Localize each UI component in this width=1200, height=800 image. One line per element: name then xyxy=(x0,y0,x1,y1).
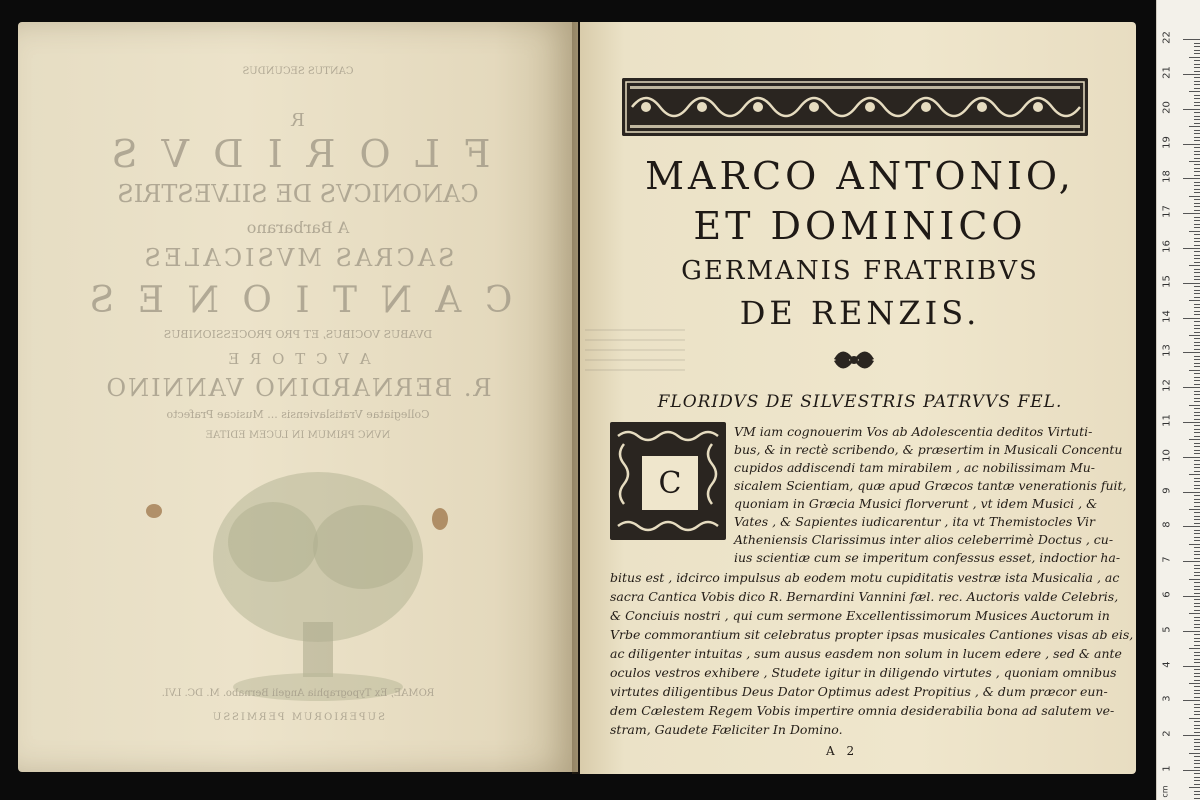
ruler-tick xyxy=(1183,109,1200,110)
ruler-number: 15 xyxy=(1161,274,1173,288)
drop-cap-letter: C xyxy=(640,454,700,512)
ruler-tick xyxy=(1194,314,1200,315)
ruler-tick xyxy=(1194,686,1200,687)
ruler-tick xyxy=(1194,175,1200,176)
bleed-line: ROMAE, Ex Typographia Angeli Bernabo. M. DC. LVI. xyxy=(161,688,435,699)
ruler-tick xyxy=(1194,140,1200,141)
bleed-line: R xyxy=(291,110,305,131)
ruler-tick xyxy=(1189,509,1200,510)
ruler-number: 13 xyxy=(1161,344,1173,358)
ruler-tick xyxy=(1194,401,1200,402)
fleuron-ornament xyxy=(830,344,878,374)
ruler-tick xyxy=(1194,151,1200,152)
ruler-tick xyxy=(1194,432,1200,433)
ruler-tick xyxy=(1194,645,1200,646)
ruler-tick xyxy=(1194,530,1200,531)
ruler-tick xyxy=(1194,450,1200,451)
ruler-tick xyxy=(1194,53,1200,54)
ruler-number: 1 xyxy=(1161,765,1173,772)
dedication-line-1: MARCO ANTONIO, xyxy=(645,154,1075,198)
ruler-tick xyxy=(1194,606,1200,607)
ruler-tick xyxy=(1194,77,1200,78)
ruler-tick xyxy=(1194,95,1200,96)
ruler-tick xyxy=(1194,760,1200,761)
ruler-number: 2 xyxy=(1161,730,1173,737)
ruler-tick xyxy=(1194,453,1200,454)
ruler-tick xyxy=(1194,147,1200,148)
ruler-tick xyxy=(1194,697,1200,698)
ruler-tick xyxy=(1194,519,1200,520)
ruler-tick xyxy=(1194,634,1200,635)
ruler-tick xyxy=(1189,91,1200,92)
ruler-tick xyxy=(1194,234,1200,235)
ruler-tick xyxy=(1183,596,1200,597)
ruler-tick xyxy=(1194,116,1200,117)
ruler-tick xyxy=(1189,544,1200,545)
ruler-tick xyxy=(1194,220,1200,221)
ruler-tick xyxy=(1194,669,1200,670)
ruler-tick xyxy=(1194,199,1200,200)
body-line: bitus est , idcirco impulsus ab eodem motu cupiditatis vestræ ista Musicalia , ac xyxy=(610,570,1120,585)
ruler-tick xyxy=(1194,624,1200,625)
bleed-line: CANONICVS DE SILVESTRIS xyxy=(117,180,479,208)
ruler-tick xyxy=(1194,419,1200,420)
ruler-tick xyxy=(1194,123,1200,124)
ruler-tick xyxy=(1194,251,1200,252)
ruler-tick xyxy=(1194,241,1200,242)
ruler-tick xyxy=(1194,485,1200,486)
ruler-tick xyxy=(1189,718,1200,719)
ruler-tick xyxy=(1194,398,1200,399)
ruler-tick xyxy=(1194,290,1200,291)
signature-mark: A 2 xyxy=(826,744,859,758)
ruler-tick xyxy=(1194,537,1200,538)
ruler-number: 8 xyxy=(1161,521,1173,529)
ruler-tick xyxy=(1194,363,1200,364)
bleed-line: CANTUS SECUNDUS xyxy=(242,66,354,77)
ruler-tick xyxy=(1194,495,1200,496)
ruler-tick xyxy=(1194,46,1200,47)
ruler-tick xyxy=(1189,439,1200,440)
body-line: sicalem Scientiam, quæ apud Græcos tantæ venerationis fuit, xyxy=(734,478,1127,493)
ruler-number: 10 xyxy=(1161,448,1173,462)
body-line: dem Cælestem Regem Vobis impertire omnia desiderabilia bona ad salutem ve- xyxy=(610,703,1115,718)
ruler-tick xyxy=(1194,245,1200,246)
ruler-tick xyxy=(1194,269,1200,270)
ruler-tick xyxy=(1194,749,1200,750)
ruler-tick xyxy=(1194,464,1200,465)
ruler-tick xyxy=(1194,71,1200,72)
ruler-tick xyxy=(1194,676,1200,677)
ink-stain xyxy=(146,504,162,518)
ruler-tick xyxy=(1194,321,1200,322)
ruler-tick xyxy=(1194,297,1200,298)
bleed-line: A V C T O R E xyxy=(225,350,371,368)
ruler-tick xyxy=(1194,359,1200,360)
ruler-number: 4 xyxy=(1161,660,1173,668)
ruler-tick xyxy=(1194,551,1200,552)
ruler-tick xyxy=(1194,238,1200,239)
ruler-tick xyxy=(1194,767,1200,768)
ruler-tick xyxy=(1189,126,1200,127)
ruler-tick xyxy=(1194,415,1200,416)
ruler-tick xyxy=(1189,300,1200,301)
body-line: Vrbe commorantium sit celebratus propter ipsas musicales Cantiones visas ab eis, xyxy=(610,627,1134,642)
ruler-tick xyxy=(1194,67,1200,68)
body-line: stram, Gaudete Fæliciter In Domino. xyxy=(610,722,843,737)
decorated-initial xyxy=(610,422,726,540)
ruler-number: 6 xyxy=(1161,591,1173,598)
bleed-line: C A N T I O N E S xyxy=(83,280,513,321)
body-line: ac diligenter intuitas , sum ausus easdem non solum in lucem edere , sed & ante xyxy=(610,646,1122,661)
ruler-tick xyxy=(1194,189,1200,190)
ruler-tick xyxy=(1194,784,1200,785)
ruler-tick xyxy=(1194,356,1200,357)
ruler-tick xyxy=(1194,481,1200,482)
bleed-line: SUPERIORUM PERMISSU xyxy=(210,712,386,723)
ruler-tick xyxy=(1194,102,1200,103)
ruler-tick xyxy=(1183,561,1200,562)
body-line: ius scientiæ cum se imperitum confessus esset, indoctior ha- xyxy=(734,550,1121,565)
ruler-tick xyxy=(1194,60,1200,61)
ruler-tick xyxy=(1194,81,1200,82)
ruler-tick xyxy=(1194,593,1200,594)
ruler-tick xyxy=(1194,512,1200,513)
ruler-tick xyxy=(1194,279,1200,280)
ruler-tick xyxy=(1194,547,1200,548)
ruler-tick xyxy=(1189,335,1200,336)
ruler-tick xyxy=(1194,328,1200,329)
ruler-tick xyxy=(1189,265,1200,266)
ruler-tick xyxy=(1189,474,1200,475)
dedication-line-4: DE RENZIS. xyxy=(739,294,981,332)
ruler-tick xyxy=(1183,735,1200,736)
ruler-tick xyxy=(1194,325,1200,326)
ruler-tick xyxy=(1194,662,1200,663)
dedication-line-3: GERMANIS FRATRIBVS xyxy=(681,256,1039,286)
ruler-number: 17 xyxy=(1161,205,1173,219)
ruler-tick xyxy=(1194,262,1200,263)
ruler-tick xyxy=(1194,638,1200,639)
ruler-tick xyxy=(1194,721,1200,722)
ruler-tick xyxy=(1194,98,1200,99)
ruler-tick xyxy=(1194,739,1200,740)
ruler-number: 19 xyxy=(1161,135,1173,149)
ruler-tick xyxy=(1194,714,1200,715)
ruler-tick xyxy=(1194,50,1200,51)
ruler-tick xyxy=(1189,370,1200,371)
salutation: FLORIDVS DE SILVESTRIS PATRVVS FEL. xyxy=(657,392,1063,412)
body-line: oculos vestros exhibere , Studete igitur in diligendo virtutes , quoniam omnibus xyxy=(610,665,1117,680)
ruler-tick xyxy=(1189,648,1200,649)
ruler-tick xyxy=(1194,773,1200,774)
ruler-tick xyxy=(1194,655,1200,656)
ruler-tick xyxy=(1194,373,1200,374)
ruler-tick xyxy=(1194,425,1200,426)
ruler-tick xyxy=(1194,693,1200,694)
ruler-tick xyxy=(1189,57,1200,58)
body-line: Vates , & Sapientes iudicarentur , ita vt Themistocles Vir xyxy=(734,514,1096,529)
body-line: Atheniensis Clarissimus inter alios celeberrimè Doctus , cu- xyxy=(734,532,1114,547)
ruler-tick xyxy=(1194,728,1200,729)
body-line: virtutes diligentibus Deus Dator Optimus adest Propitius , & dum præcor eun- xyxy=(610,684,1108,699)
ruler-number: 14 xyxy=(1161,309,1173,323)
ruler-tick xyxy=(1194,533,1200,534)
ruler-tick xyxy=(1194,780,1200,781)
ornamental-headpiece xyxy=(622,78,1088,136)
ruler-tick xyxy=(1194,620,1200,621)
ruler-tick xyxy=(1194,304,1200,305)
ruler-tick xyxy=(1194,460,1200,461)
ruler-tick xyxy=(1189,613,1200,614)
ruler-tick xyxy=(1194,502,1200,503)
body-line: VM iam cognouerim Vos ab Adolescentia deditos Virtuti- xyxy=(734,424,1093,439)
ruler-tick xyxy=(1194,732,1200,733)
ruler-tick xyxy=(1194,286,1200,287)
bleed-line: DVABUS VOCIBUS, ET PRO PROCESSIONIBUS xyxy=(163,328,433,341)
ruler-number: 16 xyxy=(1161,240,1173,253)
ruler-tick xyxy=(1183,526,1200,527)
ruler-tick xyxy=(1183,387,1200,388)
ruler-tick xyxy=(1194,408,1200,409)
body-line: & Conciuis nostri , qui cum sermone Excellentissimorum Musices Auctorum in xyxy=(610,608,1110,623)
ruler-tick xyxy=(1194,133,1200,134)
ruler-tick xyxy=(1194,349,1200,350)
ruler-tick xyxy=(1194,342,1200,343)
ruler-tick xyxy=(1194,516,1200,517)
ruler-tick xyxy=(1189,753,1200,754)
ruler-tick xyxy=(1194,338,1200,339)
ruler-tick xyxy=(1194,164,1200,165)
ruler-tick xyxy=(1194,380,1200,381)
ruler-tick xyxy=(1194,478,1200,479)
ruler-tick xyxy=(1194,377,1200,378)
body-line: cupidos addiscendi tam mirabilem , ac nobilissimam Mu- xyxy=(734,460,1096,475)
ruler-tick xyxy=(1183,700,1200,701)
ruler-tick xyxy=(1194,523,1200,524)
ruler-tick xyxy=(1194,467,1200,468)
ruler-tick xyxy=(1183,213,1200,214)
ruler-tick xyxy=(1194,711,1200,712)
ruler-tick xyxy=(1194,652,1200,653)
ruler-tick xyxy=(1183,457,1200,458)
ruler-tick xyxy=(1194,366,1200,367)
ruler-tick xyxy=(1194,436,1200,437)
ruler-tick xyxy=(1194,673,1200,674)
ruler-tick xyxy=(1194,707,1200,708)
ruler-tick xyxy=(1194,130,1200,131)
ruler-tick xyxy=(1194,791,1200,792)
ruler-tick xyxy=(1194,345,1200,346)
ruler-tick xyxy=(1194,659,1200,660)
ruler-tick xyxy=(1194,227,1200,228)
ruler-tick xyxy=(1194,586,1200,587)
ruler-number: 5 xyxy=(1161,626,1173,633)
ruler-tick xyxy=(1194,725,1200,726)
ruler-tick xyxy=(1194,572,1200,573)
ruler-tick xyxy=(1194,210,1200,211)
ruler-tick xyxy=(1194,589,1200,590)
ruler-tick xyxy=(1189,231,1200,232)
ruler-tick xyxy=(1194,558,1200,559)
ruler-tick xyxy=(1183,352,1200,353)
ruler-tick xyxy=(1194,506,1200,507)
ruler-tick xyxy=(1194,88,1200,89)
ruler-tick xyxy=(1194,272,1200,273)
ruler-tick xyxy=(1194,217,1200,218)
ruler-tick xyxy=(1194,206,1200,207)
ruler-tick xyxy=(1189,196,1200,197)
ink-stain xyxy=(432,508,448,530)
ruler-tick xyxy=(1194,105,1200,106)
ruler-tick xyxy=(1194,499,1200,500)
ruler-tick xyxy=(1194,192,1200,193)
ruler-tick xyxy=(1189,405,1200,406)
ruler-number: 11 xyxy=(1161,414,1173,427)
ruler-tick xyxy=(1194,391,1200,392)
ruler-tick xyxy=(1194,158,1200,159)
ruler-tick xyxy=(1183,422,1200,423)
ruler-tick xyxy=(1183,248,1200,249)
ruler-unit-label: cm xyxy=(1160,785,1170,798)
ruler-tick xyxy=(1194,627,1200,628)
ruler-tick xyxy=(1194,168,1200,169)
ruler-number: 20 xyxy=(1161,100,1173,114)
ruler-tick xyxy=(1194,575,1200,576)
ruler-number: 12 xyxy=(1161,379,1173,393)
ruler-tick xyxy=(1194,293,1200,294)
body-line: quoniam in Græcia Musici florverunt , vt idem Musici , & xyxy=(734,496,1098,511)
ruler-tick xyxy=(1194,384,1200,385)
ruler-tick xyxy=(1194,154,1200,155)
ruler-tick xyxy=(1194,64,1200,65)
ruler-tick xyxy=(1194,568,1200,569)
ruler-tick xyxy=(1194,617,1200,618)
ruler-tick xyxy=(1194,610,1200,611)
ruler-tick xyxy=(1194,185,1200,186)
ruler-tick xyxy=(1194,582,1200,583)
ruler-tick xyxy=(1194,540,1200,541)
ruler-tick xyxy=(1194,554,1200,555)
ruler-tick xyxy=(1183,631,1200,632)
ruler-tick xyxy=(1194,742,1200,743)
measuring-ruler xyxy=(1156,0,1200,800)
ruler-tick xyxy=(1189,683,1200,684)
ruler-tick xyxy=(1183,283,1200,284)
ruler-number: 18 xyxy=(1161,170,1173,184)
ruler-tick xyxy=(1194,307,1200,308)
ruler-number: 22 xyxy=(1161,31,1173,45)
ruler-tick xyxy=(1183,318,1200,319)
ruler-tick xyxy=(1194,599,1200,600)
ruler-tick xyxy=(1194,203,1200,204)
ruler-tick xyxy=(1194,443,1200,444)
ruler-tick xyxy=(1194,182,1200,183)
ruler-tick xyxy=(1183,770,1200,771)
ruler-tick xyxy=(1194,565,1200,566)
ruler-tick xyxy=(1183,144,1200,145)
ruler-tick xyxy=(1194,84,1200,85)
ruler-tick xyxy=(1194,255,1200,256)
ruler-number: 9 xyxy=(1161,486,1173,494)
bleed-line: R. BERNARDINO VANNINO xyxy=(104,374,492,402)
ruler-tick xyxy=(1194,112,1200,113)
ruler-tick xyxy=(1194,680,1200,681)
left-page xyxy=(18,22,578,772)
ruler-tick xyxy=(1194,488,1200,489)
ruler-tick xyxy=(1194,311,1200,312)
ruler-tick xyxy=(1194,119,1200,120)
ruler-tick xyxy=(1189,161,1200,162)
tree-woodcut-bleed xyxy=(203,462,433,702)
bleed-line: F L O R I D V S xyxy=(105,132,491,176)
ruler-tick xyxy=(1194,276,1200,277)
ruler-tick xyxy=(1194,412,1200,413)
ruler-tick xyxy=(1194,763,1200,764)
ruler-tick xyxy=(1194,798,1200,799)
ruler-tick xyxy=(1194,794,1200,795)
ruler-tick xyxy=(1194,224,1200,225)
ruler-tick xyxy=(1189,787,1200,788)
ruler-tick xyxy=(1194,777,1200,778)
ruler-tick xyxy=(1194,429,1200,430)
dedication-line-2: ET DOMINICO xyxy=(693,204,1027,248)
ruler-number: 3 xyxy=(1161,695,1173,703)
ruler-tick xyxy=(1194,332,1200,333)
ruler-number: 21 xyxy=(1161,66,1173,79)
ruler-number: 7 xyxy=(1161,556,1173,563)
ruler-tick xyxy=(1194,746,1200,747)
ruler-tick xyxy=(1189,579,1200,580)
ruler-tick xyxy=(1183,178,1200,179)
bleed-line: NVNC PRIMUM IN LUCEM EDITAE xyxy=(205,430,391,441)
ruler-tick xyxy=(1194,641,1200,642)
ruler-tick xyxy=(1183,492,1200,493)
ruler-tick xyxy=(1183,666,1200,667)
ruler-tick xyxy=(1194,43,1200,44)
ruler-tick xyxy=(1194,471,1200,472)
ruler-tick xyxy=(1194,446,1200,447)
ruler-tick xyxy=(1194,258,1200,259)
body-line: sacra Cantica Vobis dico R. Bernardini Vannini fæl. rec. Auctoris valde Celebris, xyxy=(610,589,1119,604)
ruler-tick xyxy=(1183,39,1200,40)
bleed-line: Collegiatae Vratislaviensis ... Musicae Prafecto xyxy=(166,408,430,421)
ruler-tick xyxy=(1194,756,1200,757)
ruler-tick xyxy=(1183,74,1200,75)
ruler-tick xyxy=(1194,394,1200,395)
body-line: bus, & in rectè scribendo, & præsertim in Musicali Concentu xyxy=(734,442,1123,457)
ruler-tick xyxy=(1194,603,1200,604)
ruler-tick xyxy=(1194,704,1200,705)
ruler-tick xyxy=(1194,690,1200,691)
ruler-tick xyxy=(1194,171,1200,172)
bleed-line: SACRAS MVSICALES xyxy=(141,244,455,272)
bleed-line: A Barbarano xyxy=(246,218,350,237)
ruler-tick xyxy=(1194,137,1200,138)
